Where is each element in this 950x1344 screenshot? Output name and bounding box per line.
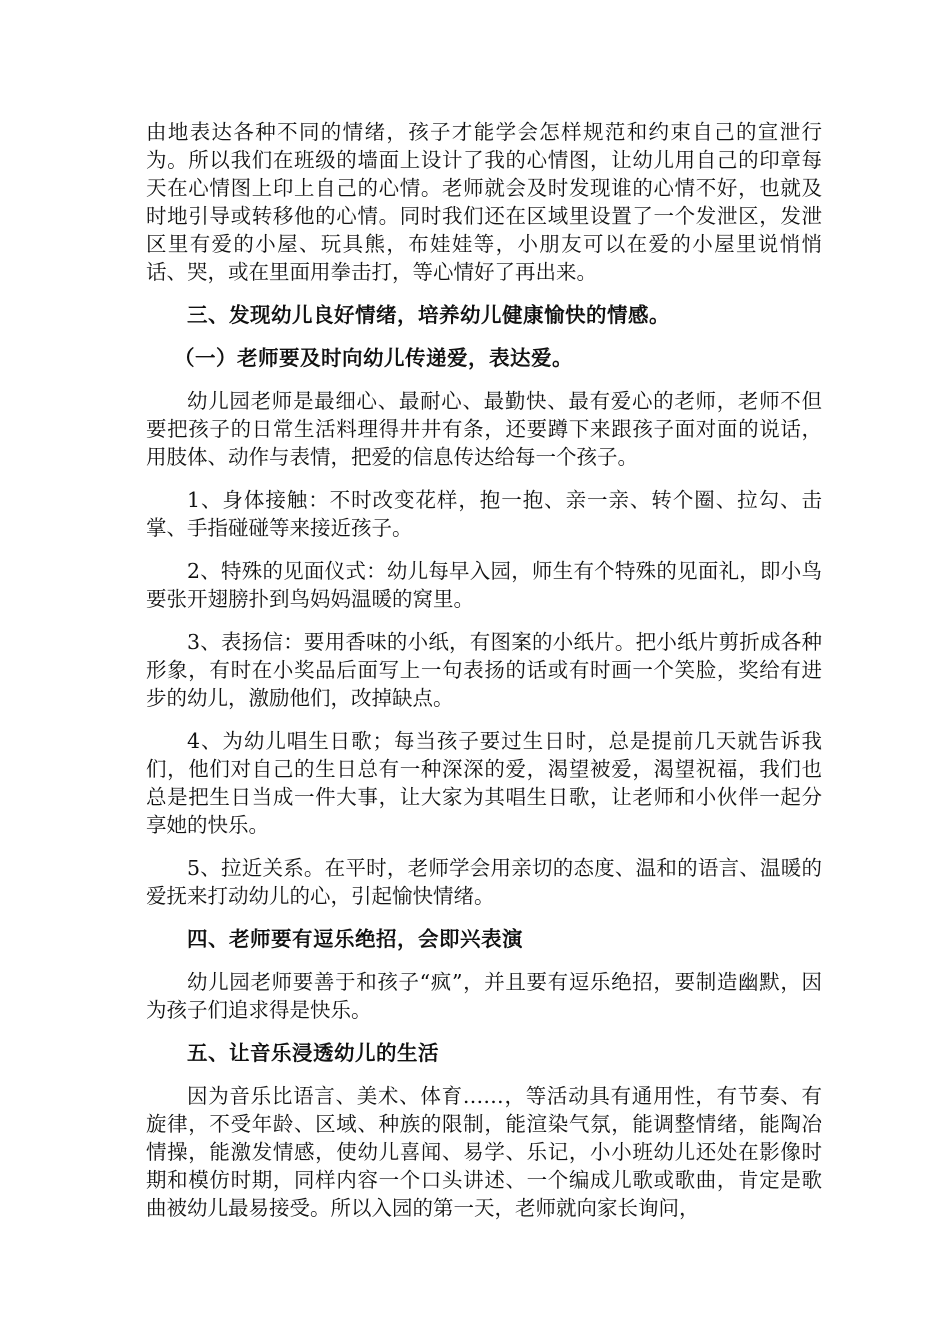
list-item-1: 1、身体接触：不时改变花样，抱一抱、亲一亲、转个圈、拉勾、击掌、手指碰碰等来接近孩子。 (146, 488, 822, 540)
heading-section-five: 五、让音乐浸透幼儿的生活 (187, 1041, 439, 1065)
paragraph-intro: 由地表达各种不同的情绪，孩子才能学会怎样规范和约束自己的宣泄行为。所以我们在班级的墙面上设计了我的心情图，让幼儿用自己的印章每天在心情图上印上自己的心情。老师就会及时发现谁的心情不好，也就及时地引导或转移他的心情。同时我们还在区域里设置了一个发泄区，发泄区里有爱的小屋、玩具熊，布娃娃等，小朋友可以在爱的小屋里说悄悄话、哭，或在里面用拳击打，等心情好了再出来。 (146, 120, 822, 284)
list-item-2: 2、特殊的见面仪式：幼儿每早入园，师生有个特殊的见面礼，即小鸟要张开翅膀扑到鸟妈妈温暖的窝里。 (146, 559, 822, 611)
heading-section-three: 三、发现幼儿良好情绪，培养幼儿健康愉快的情感。 (187, 303, 670, 327)
document-page (146, 118, 822, 1237)
paragraph-section-four: 幼儿园老师要善于和孩子“疯”，并且要有逗乐绝招，要制造幽默，因为孩子们追求得是快乐。 (146, 970, 822, 1022)
list-item-4: 4、为幼儿唱生日歌；每当孩子要过生日时，总是提前几天就告诉我们，他们对自己的生日总有一种深深的爱，渴望被爱，渴望祝福，我们也总是把生日当成一件大事，让大家为其唱生日歌，让老师和小伙伴一起分享她的快乐。 (146, 729, 822, 837)
paragraph-teacher: 幼儿园老师是最细心、最耐心、最勤快、最有爱心的老师，老师不但要把孩子的日常生活料理得井井有条，还要蹲下来跟孩子面对面的说话，用肢体、动作与表情，把爱的信息传达给每一个孩子。 (146, 389, 822, 469)
list-item-5: 5、拉近关系。在平时，老师学会用亲切的态度、温和的语言、温暖的爱抚来打动幼儿的心，引起愉快情绪。 (146, 856, 822, 908)
paragraph-section-five: 因为音乐比语言、美术、体育……，等活动具有通用性，有节奏、有旋律，不受年龄、区域、种族的限制，能渲染气氛，能调整情绪，能陶冶情操，能激发情感，使幼儿喜闻、易学、乐记，小小班幼儿还处在影像时期和模仿时期，同样内容一个口头讲述、一个编成儿歌或歌曲，肯定是歌曲被幼儿最易接受。所以入园的第一天，老师就向家长询问， (146, 1084, 822, 1220)
heading-subsection-three-one: （一）老师要及时向幼儿传递爱，表达爱。 (174, 346, 573, 370)
list-item-3: 3、表扬信：要用香味的小纸，有图案的小纸片。把小纸片剪折成各种形象，有时在小奖品后面写上一句表扬的话或有时画一个笑脸，奖给有进步的幼儿，激励他们，改掉缺点。 (146, 630, 822, 710)
heading-section-four: 四、老师要有逗乐绝招，会即兴表演 (187, 927, 523, 951)
